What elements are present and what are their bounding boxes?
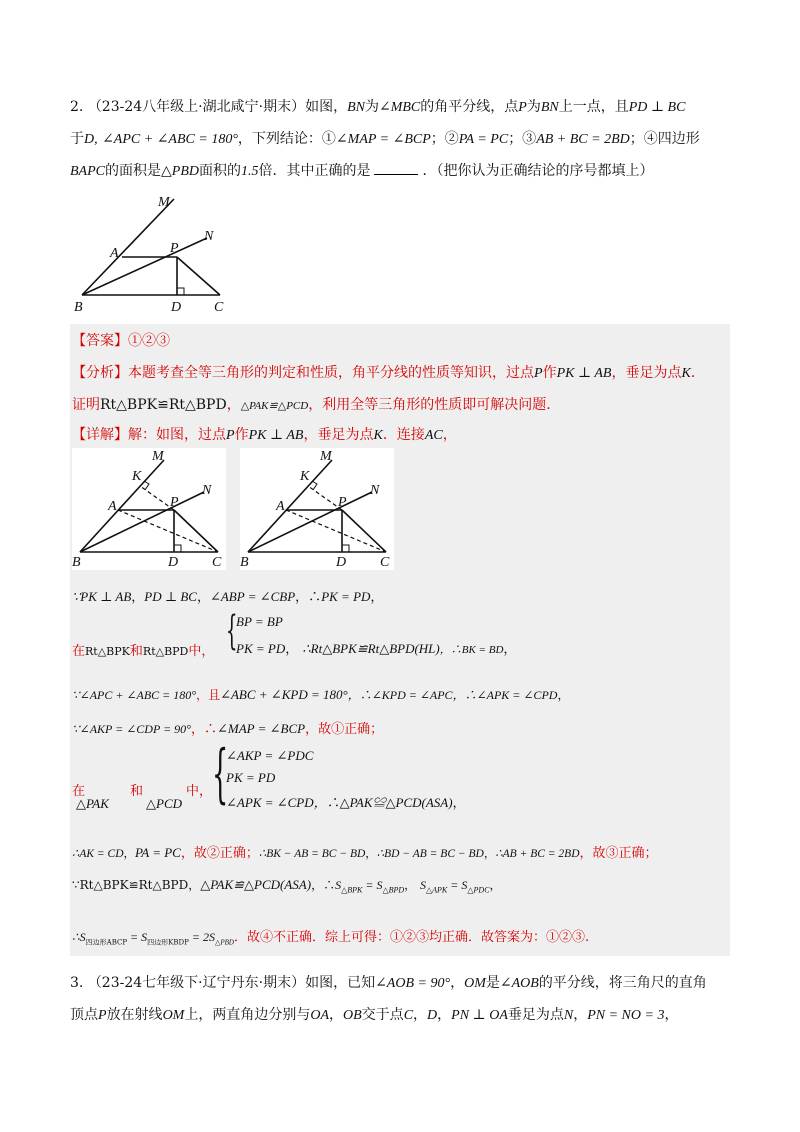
text: 放在射线	[106, 1007, 163, 1023]
answer-blank	[374, 163, 418, 175]
text: 为	[364, 99, 379, 115]
text: 面积的	[198, 163, 241, 179]
text: 解：如图，过点	[128, 427, 226, 443]
math: ，∴∠APK = ∠CPD	[452, 688, 558, 702]
text: ，故③正确；	[579, 846, 658, 861]
q2-line-1	[70, 96, 685, 116]
math: △PCD	[146, 796, 182, 811]
text: ，∴	[311, 878, 336, 892]
math: PK = PD	[321, 589, 371, 604]
math: △PBD	[214, 938, 234, 947]
q2-figure	[70, 188, 240, 314]
question-number: 2.	[70, 99, 84, 115]
label-n: N	[204, 229, 214, 244]
text: 于	[70, 131, 84, 147]
math: = 2S	[188, 930, 215, 944]
math: PK ⊥ AB	[556, 366, 612, 381]
text: 和	[130, 784, 144, 799]
label-d: D	[168, 555, 179, 570]
text: ，且	[196, 688, 221, 702]
math: P	[226, 428, 235, 443]
step-5-pcd	[146, 796, 182, 812]
solution-figure-left	[72, 448, 226, 570]
math: AC	[424, 428, 443, 443]
step-1	[72, 586, 383, 605]
math: P	[518, 100, 527, 115]
math: OA	[310, 1008, 330, 1023]
math: ∴BK − AB = BC − BD	[258, 848, 366, 860]
answer-tag: 【答案】	[72, 333, 128, 349]
math: PK = PD	[236, 641, 286, 656]
text: ，故②正确；	[180, 846, 259, 861]
text: 和	[129, 644, 143, 659]
detail-tag: 【详解】	[72, 427, 128, 443]
math: ∠MBC	[378, 100, 421, 115]
label-b: B	[72, 555, 81, 570]
math: △PAK≌△PCD	[240, 400, 309, 412]
text: ，	[131, 590, 145, 605]
math: ∠AOB = 90°	[375, 976, 451, 991]
step-8	[72, 926, 589, 947]
step-4	[72, 718, 383, 737]
step-5-eq-1	[226, 748, 313, 764]
text: ，	[450, 975, 465, 991]
analysis-line-2	[72, 394, 551, 414]
math: 四边形ABCP	[85, 938, 128, 947]
text: 作	[542, 365, 557, 381]
text: ，	[442, 427, 457, 443]
math: S	[335, 878, 342, 892]
step-5-eq-3	[226, 792, 466, 811]
analysis-tag: 【分析】	[72, 365, 128, 381]
question-source: （23-24七年级下·辽宁丹东·期末）	[87, 975, 306, 991]
math: = S	[447, 878, 468, 892]
text: ，	[196, 590, 210, 605]
math: P	[98, 1008, 107, 1023]
step-6	[72, 842, 658, 861]
label-c: C	[212, 555, 222, 570]
text: ，利用全等三角形的性质即可解决问题.	[308, 397, 551, 413]
text: ，	[413, 1007, 428, 1023]
text: 中，	[186, 784, 213, 799]
label-m: M	[320, 449, 332, 464]
text: 是	[485, 975, 500, 991]
text: 的角平分线，点	[420, 99, 519, 115]
math: ∠ABP = ∠CBP	[209, 589, 296, 604]
text: 交于点	[361, 1007, 404, 1023]
math: ∠AKP = ∠PDC	[226, 748, 314, 763]
math: 1.5	[240, 164, 259, 179]
text: ．	[690, 365, 705, 381]
math: OM	[162, 1008, 185, 1023]
text: ，垂足为点	[611, 365, 682, 381]
text: ，	[557, 688, 570, 702]
text: 中，	[188, 644, 215, 659]
math: BP = BP	[236, 614, 283, 629]
detail-line	[72, 424, 457, 444]
analysis-line-1	[72, 362, 705, 382]
text: 作	[234, 427, 249, 443]
math: N	[563, 1008, 574, 1023]
math: ，∴∠KPD = ∠APC	[347, 688, 453, 702]
text: 本题考查全等三角形的判定和性质，角平分线的性质等知识，过点	[128, 365, 534, 381]
text: ，	[404, 878, 417, 892]
text: 如图，	[305, 99, 348, 115]
q3-line-2	[70, 1004, 678, 1024]
text: ．故④不正确．综上可得：①②③均正确．故答案为：①②③.	[233, 930, 590, 945]
math: OB	[343, 1008, 362, 1023]
math: D	[427, 1008, 438, 1023]
text: ，垂足为点	[303, 427, 374, 443]
text: ，下列结论：①	[237, 131, 336, 147]
text: ，	[365, 846, 377, 860]
math: S	[420, 878, 426, 892]
math: PN = NO = 3	[587, 1008, 665, 1023]
step-2-lead	[72, 640, 214, 659]
label-p: P	[338, 495, 347, 510]
system-brace: {	[226, 608, 238, 654]
label-d: D	[171, 300, 182, 314]
text: ．（把你认为正确结论的序号都填上）	[422, 163, 654, 179]
text: ，	[573, 1007, 588, 1023]
text: ，∴	[190, 722, 217, 737]
text: 证明	[72, 397, 100, 413]
text: 上一点，且	[558, 99, 629, 115]
text: 顶点	[70, 1007, 98, 1023]
math: ∴AB + BC = 2BD	[495, 848, 580, 860]
question-source: （23-24八年级上·湖北咸宁·期末）	[87, 99, 306, 115]
label-c: C	[380, 555, 390, 570]
label-b: B	[74, 300, 83, 314]
math: OM	[464, 976, 486, 991]
math: △BPD	[382, 885, 405, 895]
label-b: B	[240, 555, 249, 570]
label-a: A	[108, 499, 117, 514]
system-brace: {	[212, 737, 229, 811]
text: ，	[226, 397, 241, 413]
math: Rt△BPD	[142, 645, 189, 658]
math: ∵∠AKP = ∠CDP = 90°	[72, 722, 191, 736]
text: ，	[188, 878, 201, 892]
q2-line-2	[70, 128, 700, 148]
math: P	[534, 366, 543, 381]
text: ，	[329, 1007, 344, 1023]
text: 上，两直角边分别与	[184, 1007, 311, 1023]
math: △PDC	[467, 885, 490, 895]
label-k: K	[300, 469, 310, 484]
math: BN	[540, 100, 559, 115]
label-m: M	[158, 195, 170, 210]
math: BAPC	[70, 164, 105, 179]
step-5-he	[130, 780, 143, 799]
question-number: 3.	[70, 975, 84, 991]
math: ∵PK ⊥ AB	[72, 589, 132, 604]
math: D,	[84, 132, 98, 147]
q3-line-1	[70, 972, 707, 992]
math: ∠AOB	[499, 976, 539, 991]
math: K	[373, 428, 383, 443]
math: △BPK	[341, 885, 363, 895]
text: ；③	[508, 131, 537, 147]
step-5-eq-2	[226, 770, 275, 786]
label-m: M	[152, 449, 164, 464]
math: PK = PD	[226, 770, 276, 785]
solution-figure-right	[240, 448, 394, 570]
text: ，故①正确；	[305, 722, 384, 737]
math: BN	[347, 100, 365, 115]
math: ∴AK = CD	[72, 848, 124, 860]
label-p: P	[170, 241, 179, 256]
label-p: P	[170, 495, 179, 510]
text: ，	[437, 1007, 452, 1023]
math: ∵Rt△BPK≌Rt△BPD	[72, 878, 189, 892]
text: 在	[72, 784, 86, 799]
label-n: N	[370, 483, 380, 498]
text: ，	[123, 846, 135, 860]
text: 在	[72, 644, 86, 659]
math: △PAK≌△PCD(ASA)	[200, 877, 312, 892]
math: ∠APC + ∠ABC = 180°	[102, 132, 238, 147]
math: PK ⊥ AB	[248, 428, 304, 443]
math: ∵∠APC + ∠ABC = 180°	[72, 688, 197, 702]
math: 四边形KBDP	[147, 938, 189, 947]
text: 的面积是	[105, 163, 161, 179]
step-2-eq-1	[236, 614, 283, 630]
text: ，	[503, 642, 517, 657]
math: ∴Rt△BPK≌Rt△BPD(HL)	[302, 641, 440, 656]
math: PA = PC	[135, 845, 181, 860]
text: ，	[483, 846, 496, 860]
math: △PAK	[76, 796, 109, 811]
math: AB + BC = 2BD	[536, 132, 630, 147]
math: ∠APK = ∠CPD	[226, 795, 314, 810]
answer-value: ①②③	[128, 333, 170, 349]
math: Rt△BPK≌Rt△BPD	[100, 397, 227, 413]
label-n: N	[202, 483, 212, 498]
math: = S	[127, 930, 148, 944]
text: ，	[452, 796, 466, 811]
text: ，	[489, 878, 502, 892]
math: PN ⊥ OA	[451, 1008, 508, 1023]
text: ；④四边形	[629, 131, 700, 147]
step-5-pak	[76, 796, 109, 812]
answer-line	[72, 330, 170, 350]
math: △APK	[426, 885, 448, 895]
text: ，	[285, 642, 299, 657]
step-3	[72, 686, 569, 703]
math: ∴BD − AB = BC − BD	[376, 848, 484, 860]
text: ，∴	[295, 590, 322, 605]
text: ，	[664, 1007, 679, 1023]
math: PA = PC	[458, 132, 509, 147]
step-2-eq-2	[236, 638, 516, 657]
label-a: A	[110, 246, 119, 261]
text: 倍．其中正确的是	[258, 163, 371, 179]
text: 垂足为点	[507, 1007, 564, 1023]
step-7	[72, 876, 502, 894]
q2-line-3	[70, 160, 653, 180]
text: ．连接	[382, 427, 425, 443]
label-c: C	[214, 300, 224, 314]
label-a: A	[276, 499, 285, 514]
text: ；②	[430, 131, 459, 147]
step-5-zhong	[186, 780, 212, 799]
math: ，∴BK = BD	[439, 644, 504, 656]
text: 如图，已知	[305, 975, 376, 991]
text: ，	[370, 590, 384, 605]
math: ∠ABC + ∠KPD = 180°	[220, 687, 348, 702]
math: K	[681, 366, 691, 381]
math: C	[403, 1008, 414, 1023]
math: ∠MAP = ∠BCP	[216, 721, 306, 736]
text: 为	[526, 99, 541, 115]
math: △PBD	[161, 164, 199, 179]
text: 的平分线，将三角尺的直角	[538, 975, 707, 991]
math: PD ⊥ BC	[144, 589, 197, 604]
math: PD ⊥ BC	[628, 100, 686, 115]
math: Rt△BPK	[85, 645, 130, 658]
math: = S	[362, 878, 383, 892]
label-d: D	[336, 555, 347, 570]
math: ∠MAP = ∠BCP	[335, 132, 431, 147]
math: ，∴△PAK≌△PCD(ASA)	[313, 795, 453, 810]
math: ∴S	[72, 930, 86, 944]
label-k: K	[132, 469, 142, 484]
